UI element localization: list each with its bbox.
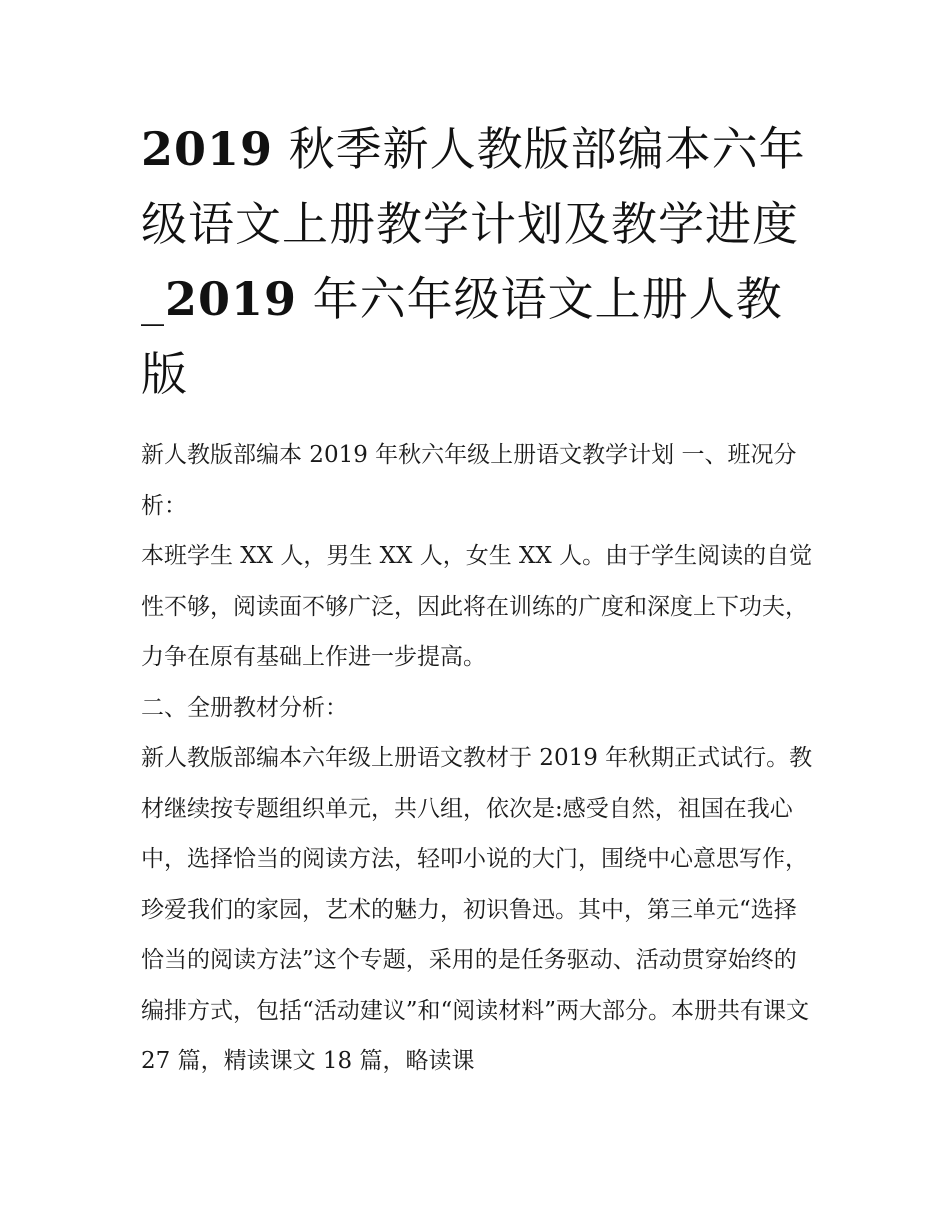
paragraph-class-analysis-heading: 新人教版部编本 2019 年秋六年级上册语文教学计划 一、班况分析： [141,442,797,519]
title-part: 2019 [165,272,298,326]
paragraph-class-analysis: 本班学生 XX 人，男生 XX 人，女生 XX 人。由于学生阅读的自觉性不够，阅读面不够广泛，因此将在训练的广度和深度上下功夫，力争在原有基础上作进一步提高。 [141,543,813,670]
title-part: 2019 [141,122,274,176]
title-part: 年六年级语文上册人教版 [141,272,783,401]
document-title [141,112,813,412]
paragraph-textbook-analysis-heading: 二、全册教材分析： [141,694,348,721]
document-body [141,430,813,1087]
paragraph-textbook-analysis: 新人教版部编本六年级上册语文教材于 2019 年秋期正式试行。教材继续按专题组织单元，共八组，依次是:感受自然，祖国在我心中，选择恰当的阅读方法，轻叩小说的大门，围绕中心意思写作，珍爱我们的家园，艺术的魅力，初识鲁迅。其中，第三单元“选择恰当的阅读方法”这个专题，采用的是任务驱动、活动贯穿始终的编排方式，包括“活动建议”和“阅读材料”两大部分。本册共有课文 27 篇，精读课文 18 篇，略读课 [141,745,813,1074]
title-part: 秋季新人教版部编本六年级语文上册教学计划及教学进度_ [141,122,806,326]
document-page [141,112,813,1087]
